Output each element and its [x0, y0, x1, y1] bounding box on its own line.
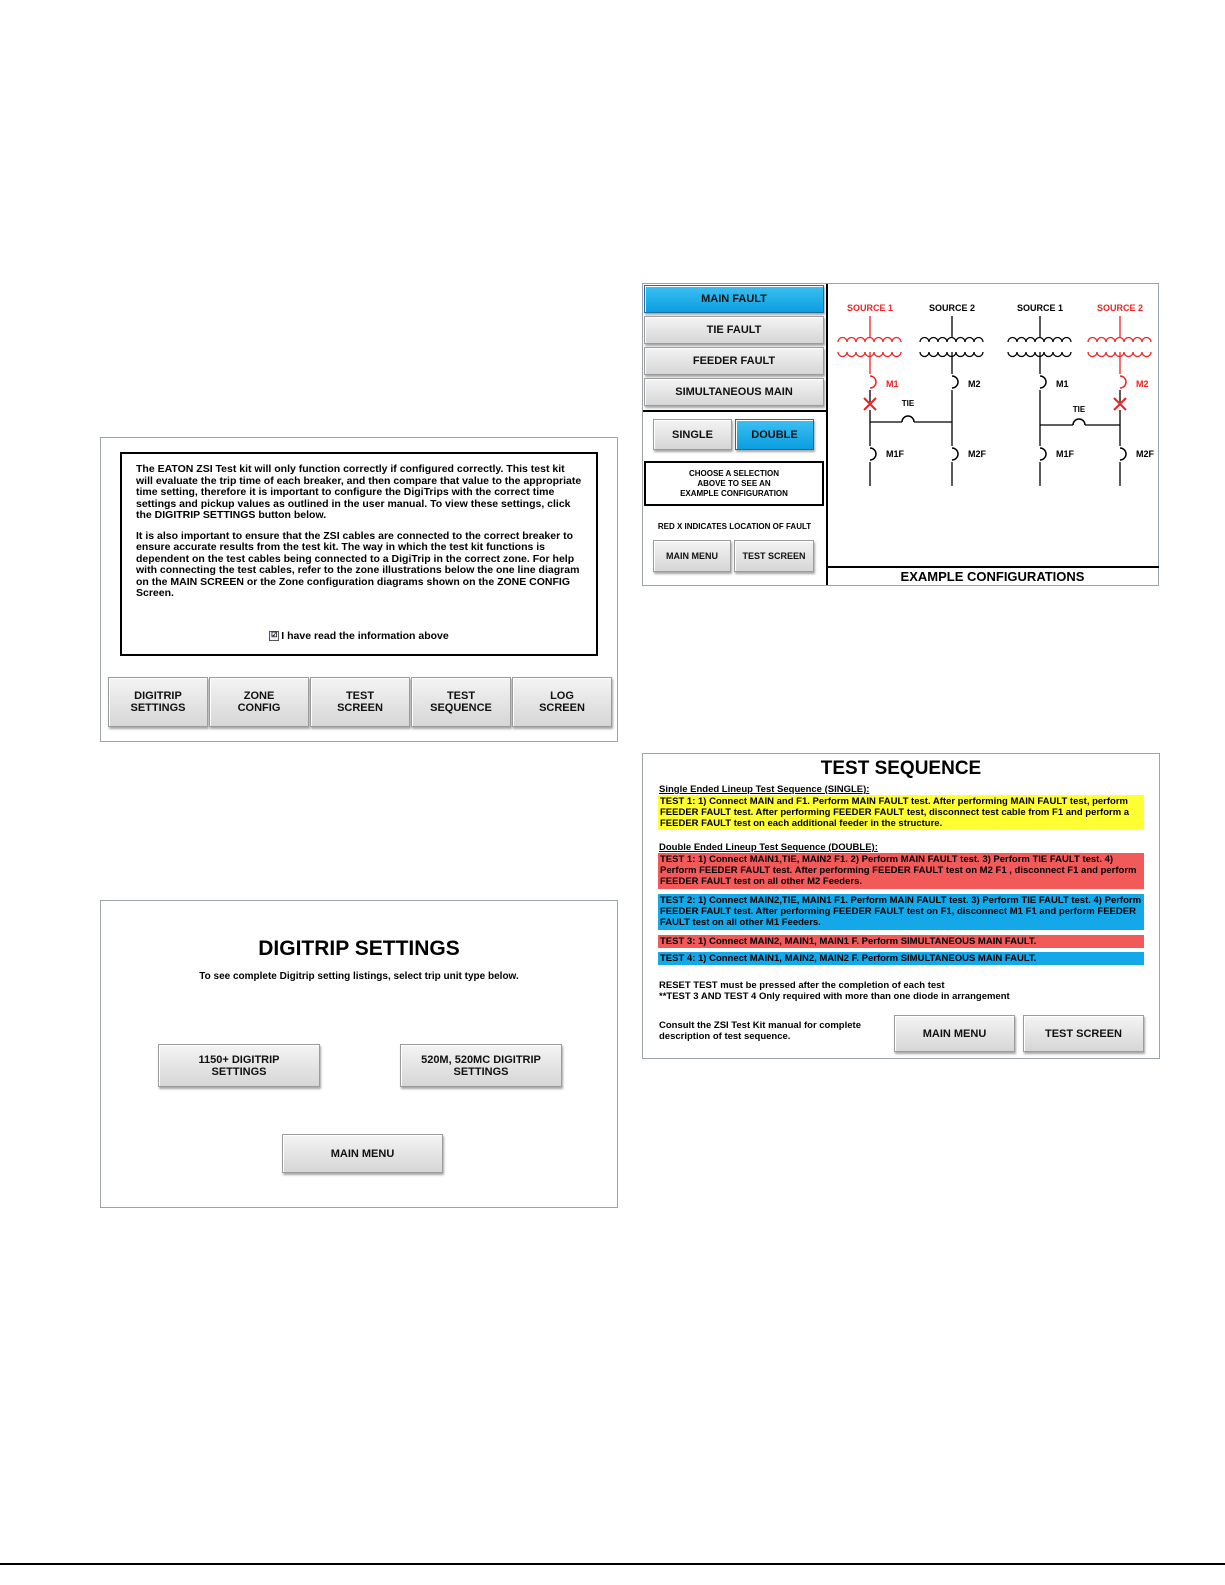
breaker-m1-icon — [870, 376, 876, 388]
single-button[interactable]: SINGLE — [653, 419, 732, 450]
source-1-label: SOURCE 1 — [1016, 303, 1064, 313]
m1f-label: M1F — [886, 449, 904, 459]
tie-breaker-icon — [1073, 419, 1085, 425]
m2f-label: M2F — [1136, 449, 1154, 459]
main-menu-button[interactable]: MAIN MENU — [282, 1134, 443, 1173]
digitrip-settings-panel — [100, 900, 618, 1208]
double-test-4: TEST 4: 1) Connect MAIN1, MAIN2, MAIN2 F. Perform SIMULTANEOUS MAIN FAULT. — [658, 952, 1144, 965]
divider — [643, 410, 826, 412]
tie-label: TIE — [1072, 405, 1086, 414]
example-configurations-label: EXAMPLE CONFIGURATIONS — [826, 566, 1159, 586]
m2-label: M2 — [968, 379, 981, 389]
acknowledge-label: I have read the information above — [281, 629, 449, 642]
acknowledge-checkbox-icon[interactable]: ☑ — [271, 631, 278, 639]
config-left-column — [643, 284, 828, 585]
only-note: **TEST 3 AND TEST 4 Only required with more than one diode in arrangement — [659, 991, 1010, 1002]
info-paragraph-2: It is also important to ensure that the ZSI cables are connected to the correct breaker to ensure accurate results from the test kit. The way in which the test kit functions is dependent on the test cables being connected to a DigiTrip in the correct zone. For help with connecting the test cables, refer to the zone illustrations below the one line diagram on the MAIN SCREEN or the Zone configuration diagrams shown on the ZONE CONFIG Screen. — [136, 529, 580, 599]
double-test-3: TEST 3: 1) Connect MAIN2, MAIN1, MAIN1 F. Perform SIMULTANEOUS MAIN FAULT. — [658, 935, 1144, 948]
breaker-m1-icon — [1040, 376, 1046, 388]
zone-config-panel — [642, 283, 1159, 586]
reset-note: RESET TEST must be pressed after the completion of each test — [659, 980, 945, 991]
test-screen-button[interactable]: TEST SCREEN — [734, 540, 814, 572]
acknowledge-row[interactable] — [122, 631, 596, 643]
double-heading: Double Ended Lineup Test Sequence (DOUBLE): — [659, 842, 878, 853]
main-menu-button[interactable]: MAIN MENU — [894, 1015, 1015, 1052]
test-sequence-button[interactable]: TEST SEQUENCE — [411, 677, 511, 727]
info-box — [120, 452, 598, 656]
main-menu-button[interactable]: MAIN MENU — [653, 540, 731, 572]
tie-breaker-icon — [902, 416, 914, 422]
m2-label: M2 — [1136, 379, 1149, 389]
page-title: TEST SEQUENCE — [820, 758, 982, 779]
simultaneous-main-button[interactable]: SIMULTANEOUS MAIN — [644, 378, 824, 406]
test-screen-button[interactable]: TEST SCREEN — [1023, 1015, 1144, 1052]
breaker-m2f-icon — [952, 448, 958, 460]
m2f-label: M2F — [968, 449, 986, 459]
info-paragraph-1: The EATON ZSI Test kit will only function correctly if configured correctly. This test kit will evaluate the trip time of each breaker, and then compare that value to the appropriate time setting, therefore it is important to configure the DigiTrips with the correct time settings and pickup values as outlined in the user manual. To view these settings, click the DIGITRIP SETTINGS button below. — [136, 463, 582, 521]
source-1-label: SOURCE 1 — [846, 303, 894, 313]
main-screen-panel — [100, 437, 618, 742]
m1-label: M1 — [1056, 379, 1069, 389]
single-heading: Single Ended Lineup Test Sequence (SINGLE): — [659, 784, 870, 795]
digitrip-1150-settings-button[interactable]: 1150+ DIGITRIP SETTINGS — [158, 1044, 320, 1087]
breaker-m1f-icon — [870, 448, 876, 460]
breaker-m2-icon — [952, 376, 958, 388]
main-fault-button[interactable]: MAIN FAULT — [644, 285, 824, 313]
red-x-note: RED X INDICATES LOCATION OF FAULT — [657, 522, 812, 531]
consult-note: Consult the ZSI Test Kit manual for complete description of test sequence. — [659, 1020, 861, 1042]
m1-label: M1 — [886, 379, 899, 389]
single-test-1: TEST 1: 1) Connect MAIN and F1. Perform MAIN FAULT test. After performing MAIN FAULT test, perform FEEDER FAULT test. After performing FEEDER FAULT test, disconnect test cable from F1 and perform a FEEDER FAULT test on each additional feeder in the structure. — [658, 795, 1144, 830]
page-bottom-rule — [0, 1563, 1225, 1565]
breaker-m2-icon — [1120, 376, 1126, 388]
tie-fault-button[interactable]: TIE FAULT — [644, 316, 824, 344]
test-sequence-panel — [642, 753, 1160, 1059]
double-button[interactable]: DOUBLE — [735, 419, 814, 450]
zone-config-button[interactable]: ZONE CONFIG — [209, 677, 309, 727]
double-test-2: TEST 2: 1) Connect MAIN2,TIE, MAIN1 F1. Perform MAIN FAULT test. 3) Perform TIE FAULT test. 4) Perform FEEDER FAULT test. After performing FEEDER FAULT test on F1, disconnect M1 F1 and perform FEEDER FAULT test on all other M1 Feeders. — [658, 894, 1144, 930]
breaker-m2f-icon — [1120, 448, 1126, 460]
test-screen-button[interactable]: TEST SCREEN — [310, 677, 410, 727]
m1f-label: M1F — [1056, 449, 1074, 459]
log-screen-button[interactable]: LOG SCREEN — [512, 677, 612, 727]
double-test-1: TEST 1: 1) Connect MAIN1,TIE, MAIN2 F1. 2) Perform MAIN FAULT test. 3) Perform TIE FAULT test. 4) Perform FEEDER FAULT test. After performing FEEDER FAULT test on M2 F1 , disconnect F1 and perform FEEDER FAULT test on all other M2 Feeders. — [658, 853, 1144, 889]
one-line-diagram — [828, 284, 1158, 566]
choose-selection-box: CHOOSE A SELECTION ABOVE TO SEE AN EXAMPLE CONFIGURATION — [644, 461, 824, 506]
source-2-label: SOURCE 2 — [1096, 303, 1144, 313]
page-subtitle: To see complete Digitrip setting listings, select trip unit type below. — [199, 971, 519, 982]
digitrip-520m-settings-button[interactable]: 520M, 520MC DIGITRIP SETTINGS — [400, 1044, 562, 1087]
feeder-fault-button[interactable]: FEEDER FAULT — [644, 347, 824, 375]
source-2-label: SOURCE 2 — [928, 303, 976, 313]
breaker-m1f-icon — [1040, 448, 1046, 460]
digitrip-settings-button[interactable]: DIGITRIP SETTINGS — [108, 677, 208, 727]
page-title: DIGITRIP SETTINGS — [258, 937, 460, 960]
tie-label: TIE — [901, 399, 915, 408]
